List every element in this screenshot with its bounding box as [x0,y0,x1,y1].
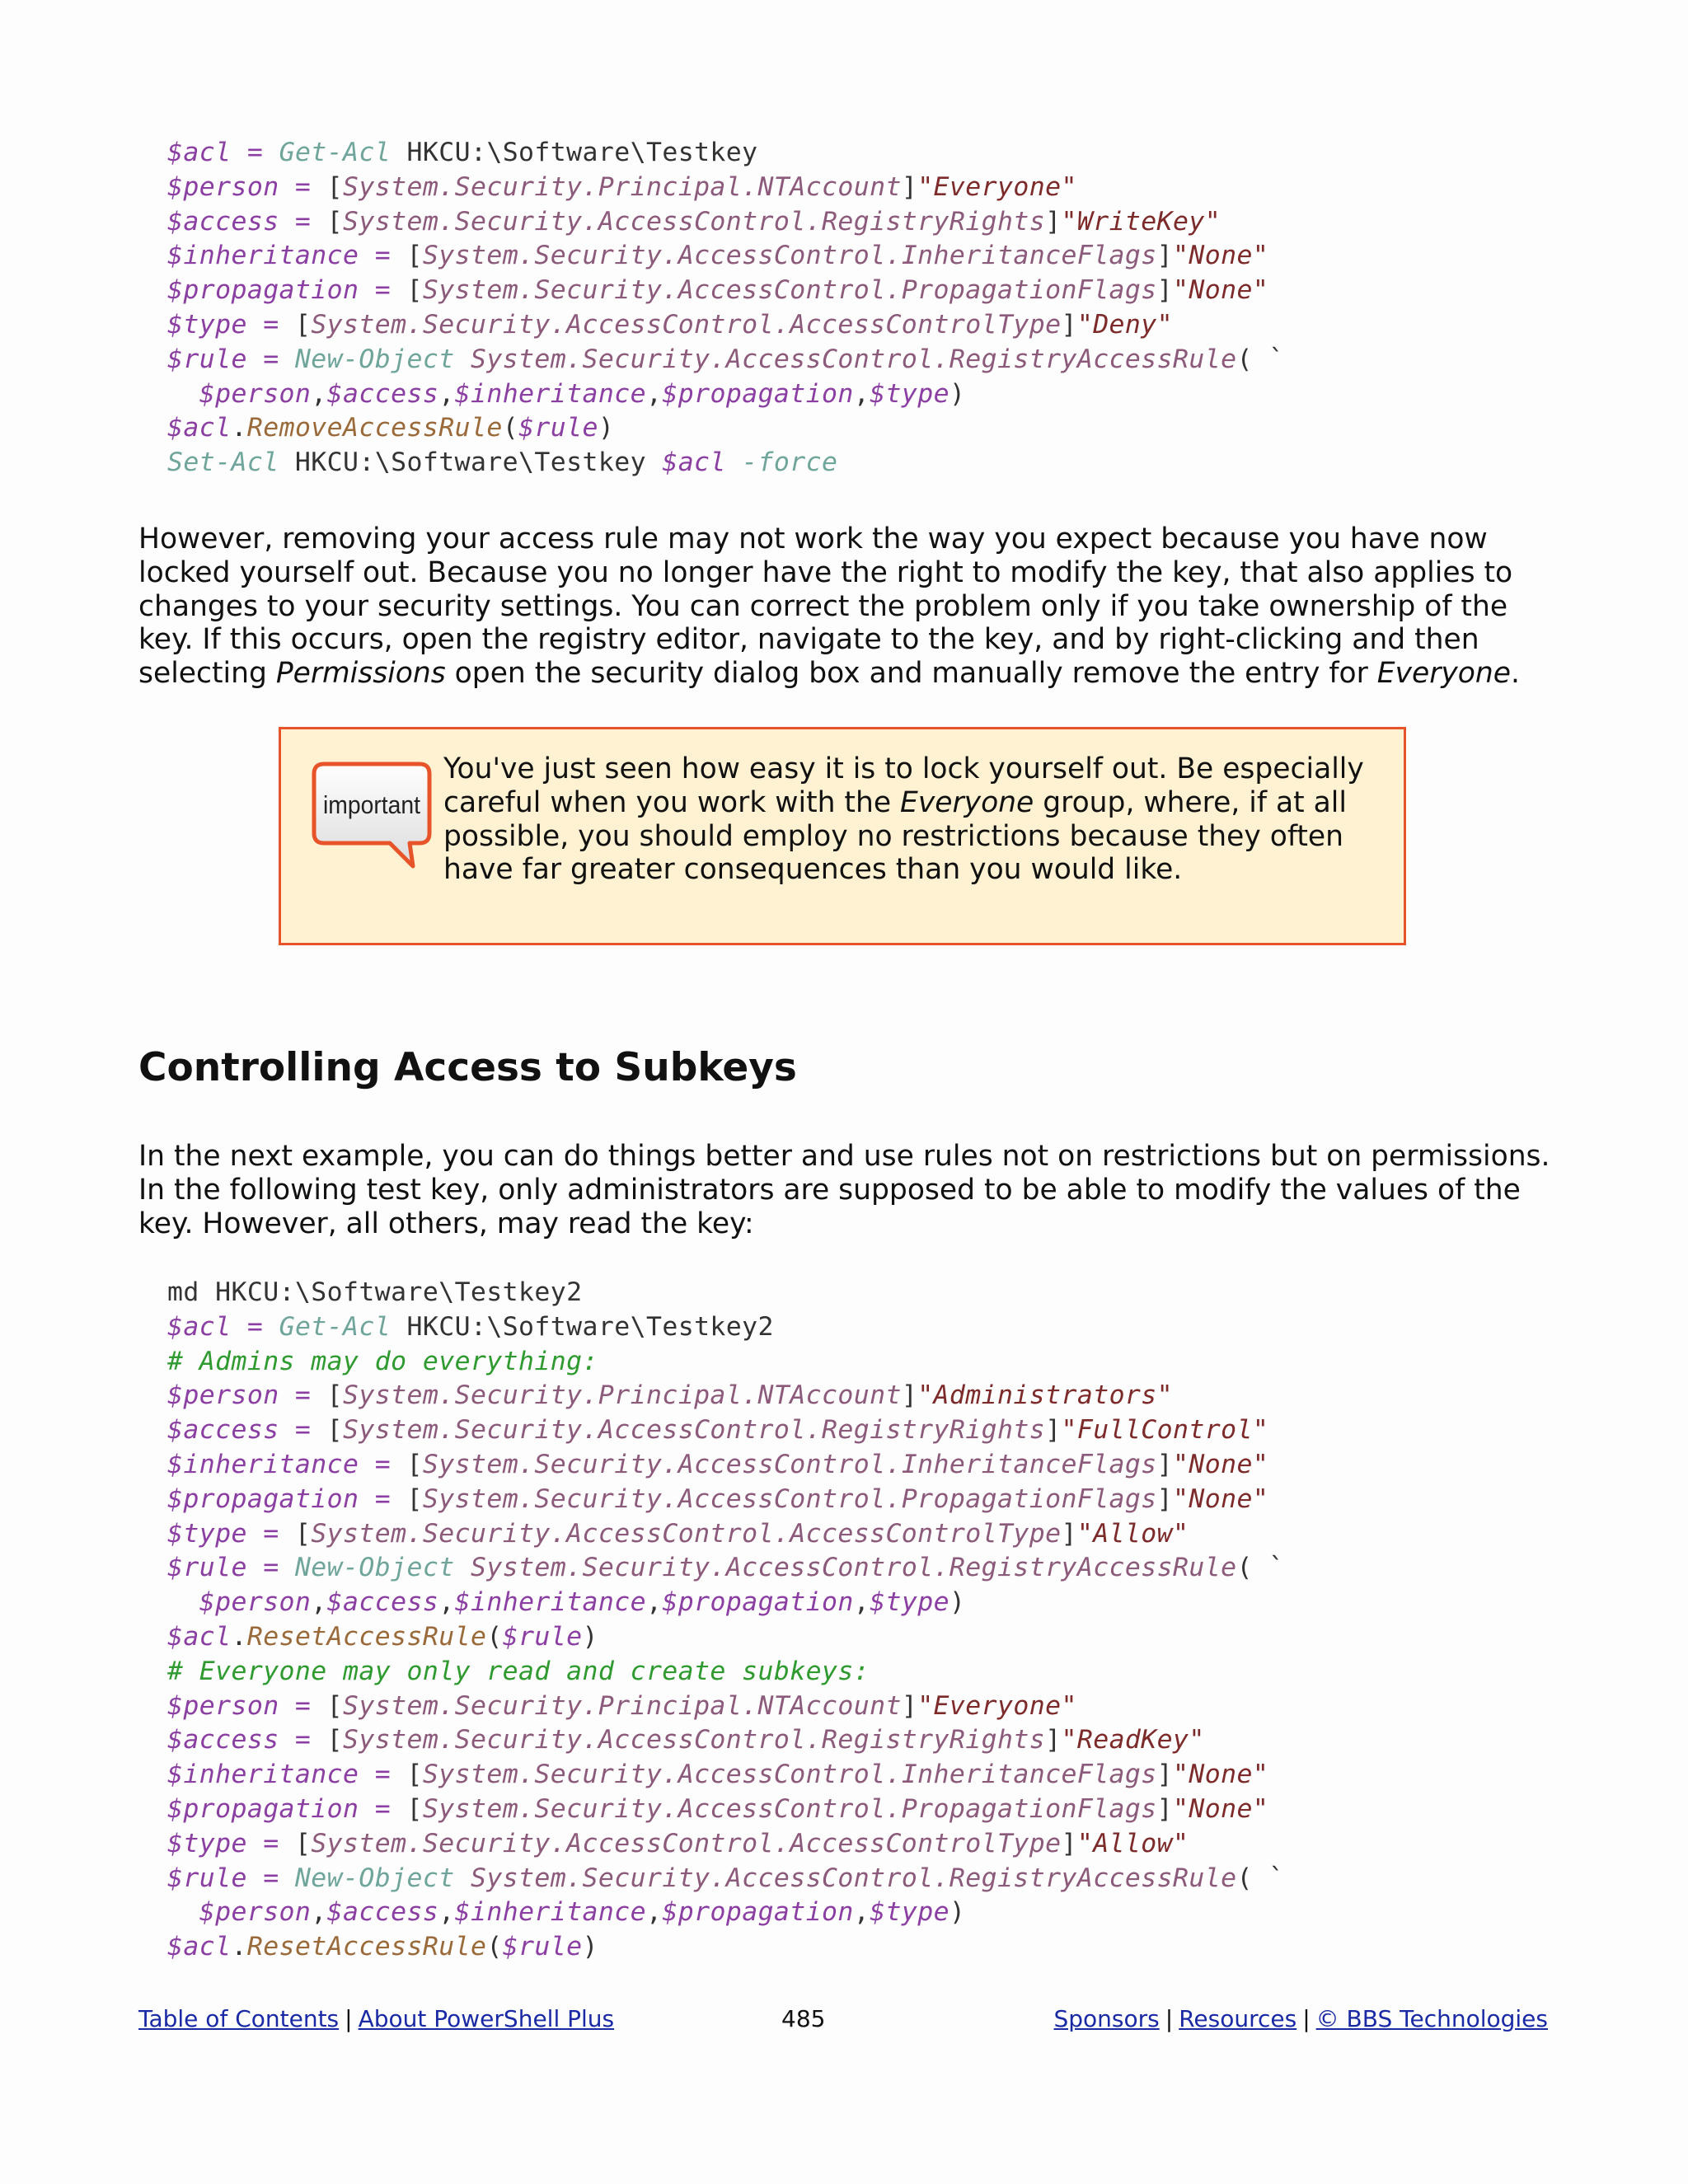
code-line [167,205,1285,240]
note-text: group, where, if at all possible, you should employ no restrictions because they often have far greater consequences than you would like. [443,785,1347,887]
code-token: System.Security.AccessControl.PropagationFlags [422,1483,1157,1514]
code-line [167,1758,1285,1793]
code-token: HKCU:\Software\Testkey [279,448,663,478]
code-token: ) [582,1621,598,1652]
code-line [167,1862,1285,1896]
code-line [167,377,1285,412]
code-line [167,1655,1285,1690]
footer-separator: | [1302,2005,1311,2032]
code-token: [ [326,1380,344,1411]
code-token: "Allow" [1076,1518,1189,1549]
code-token: Get-Acl [279,138,392,167]
code-token: = [359,241,407,271]
code-line [167,1483,1285,1517]
code-token: ] [1045,1725,1062,1755]
code-line [167,1379,1285,1413]
code-token: md HKCU:\Software\Testkey2 [167,1277,583,1307]
code-token: System.Security.AccessControl.RegistryRights [343,1725,1046,1755]
code-token: ( [486,1621,503,1652]
code-token: Set-Acl [167,448,279,478]
code-token: [ [294,309,312,340]
code-token: -force [742,448,838,478]
paragraph-text: open the security dialog box and manually remove the entry for [445,657,1377,691]
code-token: ) [582,1932,598,1962]
resources-link[interactable]: Resources [1179,2005,1297,2032]
code-token: $type [167,309,247,340]
code-line [167,239,1285,274]
code-line [167,1793,1285,1827]
code-token: , [438,1897,455,1928]
code-token: $propagation [167,275,359,306]
code-token: $access [326,1587,439,1618]
note-text: You've just seen how easy it is to lock yourself out. Be especially careful when you work with the [443,752,1364,819]
code-token: ( ` [1236,344,1285,374]
code-token: "None" [1173,1483,1269,1514]
code-token [455,1863,471,1893]
code-token: $person [167,171,279,202]
code-token: "ReadKey" [1061,1725,1205,1755]
code-token: $person [167,1380,279,1411]
code-token: [ [406,241,423,271]
code-token: HKCU:\Software\Testkey2 [391,1311,774,1342]
code-line [167,1345,1285,1380]
code-line [167,1896,1285,1930]
code-token: ] [1156,1449,1174,1479]
code-token: = [246,1553,295,1583]
footer-separator: | [1165,2005,1174,2032]
emphasis-permissions: Permissions [275,657,446,691]
code-token: ] [1045,206,1062,237]
code-token: $rule [167,344,247,374]
code-token: $access [326,1897,439,1928]
code-token: "Everyone" [917,1690,1077,1721]
code-token: ( ` [1236,1863,1285,1893]
code-token: = [231,138,279,167]
code-token: $inheritance [167,241,359,271]
sponsors-link[interactable]: Sponsors [1053,2005,1160,2032]
code-token: . [231,1932,247,1962]
code-token: ResetAccessRule [246,1621,487,1652]
code-token: System.Security.AccessControl.InheritanceFlags [422,1449,1157,1479]
code-line [167,1930,1285,1965]
code-token: RemoveAccessRule [246,413,503,443]
code-token: = [246,344,295,374]
code-token: = [359,1449,407,1479]
code-token: $propagation [662,1897,854,1928]
code-token: [ [406,1793,423,1824]
code-token: = [279,1415,327,1446]
important-note-box [279,727,1406,945]
code-token: = [279,1725,327,1755]
copyright-link[interactable]: © BBS Technologies [1315,2005,1548,2032]
code-token: System.Security.AccessControl.AccessControlType [311,1518,1062,1549]
code-token: $inheritance [454,378,646,409]
code-token: System.Security.AccessControl.PropagationFlags [422,275,1157,306]
code-token: System.Security.AccessControl.InheritanceFlags [422,241,1157,271]
code-token: "None" [1173,241,1269,271]
code-token: , [438,1587,455,1618]
code-token: $propagation [167,1793,359,1824]
code-token: # Admins may do everything: [167,1346,598,1376]
code-token [167,1897,199,1927]
code-token: System.Security.AccessControl.AccessControlType [311,1828,1062,1858]
code-line [167,1276,1285,1310]
code-line [167,308,1285,343]
code-token [455,344,471,374]
code-token: [ [406,1449,423,1479]
code-token: $type [870,1587,950,1618]
code-line [167,1690,1285,1724]
code-token: $inheritance [167,1760,359,1790]
code-token: ] [1061,1828,1077,1858]
code-token: $acl [167,1932,232,1962]
code-token: [ [326,1415,344,1446]
code-token: "Deny" [1076,309,1174,340]
code-line [167,1413,1285,1448]
code-line [167,411,1285,446]
code-token: "Administrators" [917,1380,1174,1411]
emphasis-everyone: Everyone [900,785,1034,819]
footer-separator: | [345,2005,353,2032]
code-token: HKCU:\Software\Testkey [391,138,758,167]
code-token: ResetAccessRule [246,1932,487,1962]
code-line [167,1723,1285,1758]
code-line [167,1551,1285,1586]
code-token: . [231,1621,247,1652]
code-token: [ [294,1518,312,1549]
code-line [167,1586,1285,1620]
code-token: = [279,1380,327,1411]
code-token: $rule [167,1863,247,1893]
code-token: ] [1061,309,1077,340]
code-token: ] [901,1690,918,1721]
footer-left-links [138,2003,614,2036]
paragraph-text: . [1511,657,1520,691]
code-token: $access [167,1415,279,1446]
page-footer [138,2003,1548,2036]
code-token: = [279,1690,327,1721]
important-speech-bubble-icon [311,761,433,871]
code-token: $inheritance [167,1449,359,1479]
code-token: $access [326,378,439,409]
code-token: # Everyone may only read and create subkeys: [167,1656,870,1686]
code-token: = [246,1863,295,1893]
code-token: ] [901,1380,918,1411]
code-line [167,343,1285,377]
code-token: , [853,1587,870,1618]
code-line [167,136,1285,171]
code-token: "None" [1173,275,1269,306]
code-token: ) [598,413,615,443]
code-token: $acl [167,1311,232,1342]
code-token: $access [167,1725,279,1755]
code-token: "None" [1173,1449,1269,1479]
code-line [167,1448,1285,1483]
code-token: Get-Acl [279,1311,392,1342]
code-token: [ [326,171,344,202]
code-token: = [359,1760,407,1790]
code-token: , [646,1587,663,1618]
table-of-contents-link[interactable]: Table of Contents [138,2005,340,2032]
code-token: ] [1156,1793,1174,1824]
code-token: , [311,1587,327,1618]
code-token: $acl [167,1621,232,1652]
code-token: New-Object [294,1863,455,1893]
code-token: New-Object [294,344,455,374]
code-token: System.Security.Principal.NTAccount [343,171,902,202]
page-number: 485 [781,2005,826,2032]
code-line [167,1517,1285,1552]
code-token: , [438,378,455,409]
code-token: ( [486,1932,503,1962]
code-token: = [246,1518,295,1549]
code-token [167,379,199,409]
code-token: [ [326,1690,344,1721]
code-token: "FullControl" [1061,1415,1269,1446]
code-token: $rule [167,1553,247,1583]
code-token: System.Security.AccessControl.RegistryRights [343,1415,1046,1446]
code-token: New-Object [294,1553,455,1583]
code-token: $person [199,378,312,409]
code-token: ] [901,171,918,202]
code-token: , [646,1897,663,1928]
code-token: $acl [167,138,232,167]
paragraph-lockout [138,523,1556,691]
code-token: System.Security.AccessControl.RegistryAccessRule [470,1863,1237,1893]
code-token: ] [1045,1415,1062,1446]
about-powershell-plus-link[interactable]: About PowerShell Plus [358,2005,615,2032]
code-token: ] [1156,241,1174,271]
paragraph-subkeys-intro: In the next example, you can do things better and use rules not on restrictions but on permissions. In the following test key, only administrators are supposed to be able to modify the values of the key. However, all others, may read the key: [138,1140,1550,1240]
code-token [726,448,742,477]
code-token: ] [1156,1483,1174,1514]
code-token: ] [1061,1518,1077,1549]
code-token: $access [167,206,279,237]
important-note-text [443,752,1367,887]
code-token: ( ` [1236,1553,1285,1583]
code-token: = [359,1483,407,1514]
code-token: = [231,1311,279,1342]
code-token: $person [167,1690,279,1721]
code-token: = [246,1828,295,1858]
code-token: ] [1156,275,1174,306]
code-token: "WriteKey" [1061,206,1221,237]
code-token: = [359,275,407,306]
footer-right-links [1054,2003,1549,2036]
code-token: , [311,1897,327,1928]
code-token: System.Security.AccessControl.RegistryAccessRule [470,344,1237,374]
code-token: $person [199,1587,312,1618]
code-token: System.Security.Principal.NTAccount [343,1690,902,1721]
code-token: System.Security.AccessControl.RegistryAccessRule [470,1553,1237,1583]
code-token: $inheritance [454,1587,646,1618]
code-token: $inheritance [454,1897,646,1928]
important-icon-label: important [323,790,421,819]
code-token: , [646,378,663,409]
code-token: ) [949,378,966,409]
code-token: $person [199,1897,312,1928]
code-token: System.Security.AccessControl.RegistryRights [343,206,1046,237]
section-heading: Controlling Access to Subkeys [138,1045,797,1090]
code-token: $acl [167,413,232,443]
code-token [455,1553,471,1582]
code-token: [ [294,1828,312,1858]
code-token: $type [870,1897,950,1928]
code-token: ) [949,1587,966,1618]
code-token: System.Security.AccessControl.PropagationFlags [422,1793,1157,1824]
code-token: $type [167,1518,247,1549]
code-line [167,446,1285,480]
code-token: = [279,206,327,237]
code-token: [ [406,275,423,306]
code-token: , [853,1897,870,1928]
code-line [167,1310,1285,1345]
code-token: System.Security.AccessControl.AccessControlType [311,309,1062,340]
code-token: System.Security.Principal.NTAccount [343,1380,902,1411]
code-token: System.Security.AccessControl.InheritanceFlags [422,1760,1157,1790]
code-token: . [231,413,247,443]
code-token [167,1587,199,1617]
code-token: = [279,171,327,202]
code-block-2 [167,1276,1285,1965]
code-token: $propagation [167,1483,359,1514]
code-token: [ [406,1760,423,1790]
code-token: = [359,1793,407,1824]
code-token: ] [1156,1760,1174,1790]
code-token: ) [949,1897,966,1928]
code-token: [ [326,206,344,237]
code-token: $type [870,378,950,409]
code-line [167,1620,1285,1655]
paragraph-text: However, removing your access rule may not work the way you expect because you have now locked yourself out. Because you no longer have the right to modify the key, that also applies to changes to your security settings. You can correct the problem only if you take ownership of the key. If this occurs, open the registry editor, navigate to the key, and by right-clicking and then selecting [138,523,1513,691]
code-line [167,274,1285,308]
code-token: "None" [1173,1760,1269,1790]
code-token: "Everyone" [917,171,1077,202]
code-token: $rule [502,1621,583,1652]
code-token: , [853,378,870,409]
code-token: ( [502,413,519,443]
code-token: $propagation [662,1587,854,1618]
code-token: $rule [518,413,598,443]
code-block-1 [167,136,1285,480]
code-line [167,171,1285,205]
code-token: = [246,309,295,340]
code-token: [ [406,1483,423,1514]
code-token: , [311,378,327,409]
code-token: $rule [502,1932,583,1962]
emphasis-everyone: Everyone [1376,657,1512,691]
code-token: [ [326,1725,344,1755]
code-token: $acl [662,448,726,478]
code-token: "Allow" [1076,1828,1189,1858]
code-token: "None" [1173,1793,1269,1824]
code-line [167,1827,1285,1862]
code-token: $propagation [662,378,854,409]
code-token: $type [167,1828,247,1858]
